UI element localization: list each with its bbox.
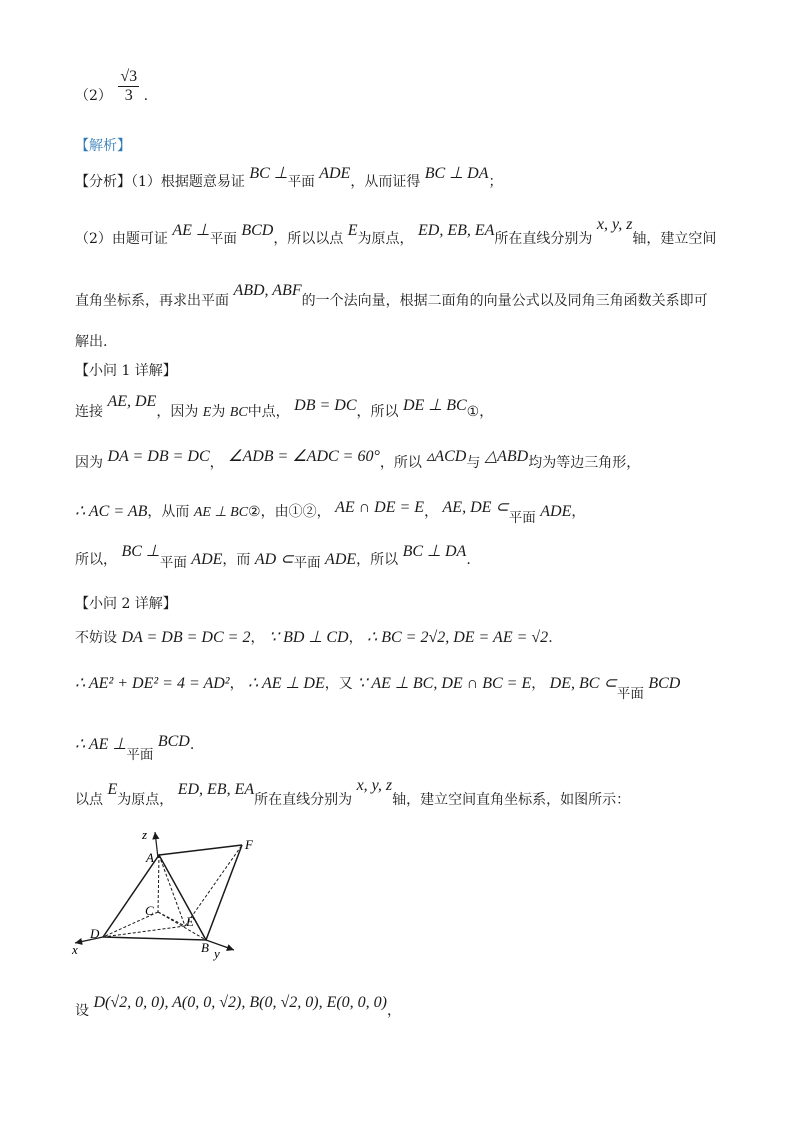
q1-title: 【小问 1 详解】: [75, 363, 177, 379]
geometry-figure: [68, 826, 268, 966]
q2-line-3: ∴ AE ⊥平面 BCD.: [75, 733, 195, 763]
q1-line-1: 连接 AE, DE，因为 E为 BC中点， DB = DC，所以 DE ⊥ BC①，: [75, 393, 494, 420]
q2-line-5: 设 D(√2, 0, 0), A(0, 0, √2), B(0, √2, 0), E(0, 0, 0)，: [75, 994, 402, 1019]
fenxi-line-4: 解出.: [75, 334, 108, 350]
fenxi-line-1: 【分析】（1）根据题意易证 BC ⊥平面 ADE，从而证得 BC ⊥ DA；: [75, 165, 503, 190]
fenxi-line-2: （2）由题可证 AE ⊥平面 BCD，所以以点 E为原点， ED, EB, EA所在直线分别为 x, y, z轴，建立空间: [75, 216, 717, 247]
z-axis: [155, 832, 158, 858]
q1-line-4: 所以， BC ⊥平面 ADE，而 AD ⊂平面 ADE，所以 BC ⊥ DA.: [75, 543, 471, 571]
fraction: $\frac{√3}{3}$: [120, 68, 138, 104]
q1-line-3: ∴ AC = AB，从而 AE ⊥ BC②，由①②， AE ∩ DE = E， AE, DE ⊂平面 ADE，: [75, 499, 586, 526]
label-D: D: [90, 926, 100, 941]
label-C: C: [145, 903, 154, 918]
label-F: F: [245, 837, 253, 852]
part2-answer: （2） $\frac{√3}{3}$ .: [75, 68, 149, 104]
label-E: E: [186, 914, 194, 929]
label-x: x: [72, 942, 78, 957]
label-B: B: [201, 940, 209, 955]
q1-line-2: 因为 DA = DB = DC， ∠ADB = ∠ADC = 60°，所以 ▵ACD与 △ABD均为等边三角形，: [75, 448, 641, 471]
q2-line-2: ∴ AE² + DE² = 4 = AD²， ∴ AE ⊥ DE，又 ∵ AE ⊥ BC, DE ∩ BC = E， DE, BC ⊂平面 BCD: [75, 675, 681, 702]
label-A: A: [146, 850, 154, 865]
fenxi-line-3: 直角坐标系，再求出平面 ABD, ABF的一个法向量，根据二面角的向量公式以及同角三角函数关系即可: [75, 282, 708, 309]
edge-FB: [206, 845, 242, 940]
dashed-edges: [103, 845, 242, 940]
label-z: z: [142, 827, 148, 842]
section-jiexi: 【解析】: [75, 138, 131, 154]
label-y: y: [214, 946, 220, 961]
edge-AF: [159, 845, 242, 855]
q2-title: 【小问 2 详解】: [75, 596, 177, 612]
q2-line-1: 不妨设 DA = DB = DC = 2， ∵ BD ⊥ CD， ∴ BC = 2√2, DE = AE = √2.: [75, 629, 553, 646]
q2-line-4: 以点 E为原点， ED, EB, EA所在直线分别为 x, y, z轴，建立空间直角坐标系，如图所示：: [75, 777, 631, 808]
y-axis: [206, 940, 234, 950]
